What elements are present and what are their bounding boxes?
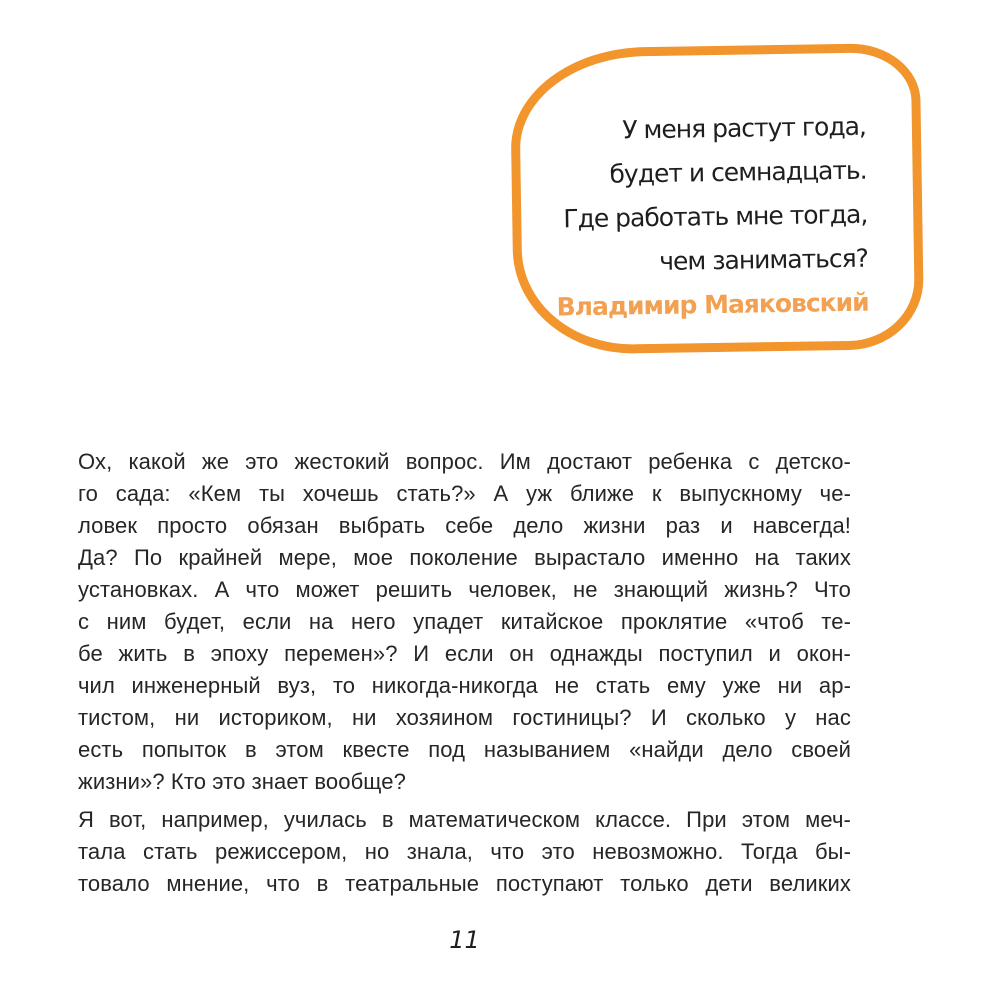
- quote-bubble: [510, 43, 925, 355]
- paragraph: [78, 446, 851, 798]
- quote-line: чем заниматься?: [659, 243, 869, 276]
- text-line: го сада: «Кем ты хочешь стать?» А уж ближе к выпускному че-: [78, 481, 851, 506]
- text-line: установках. А что может решить человек, не знающий жизнь? Что: [78, 577, 851, 602]
- paragraph: [78, 804, 851, 900]
- quote-lines: [540, 105, 869, 286]
- page-number: 11: [449, 926, 480, 954]
- text-line: бе жить в эпоху перемен»? И если он однажды поступил и окон-: [78, 641, 851, 666]
- text-line: Ох, какой же это жестокий вопрос. Им достают ребенка с детско-: [78, 449, 851, 474]
- quote-line: будет и семнадцать.: [609, 155, 867, 189]
- body-text: [78, 446, 851, 900]
- text-line: Да? По крайней мере, мое поколение вырастало именно на таких: [78, 545, 851, 570]
- text-line: товало мнение, что в театральные поступают только дети великих: [78, 871, 851, 896]
- text-line: с ним будет, если на него упадет китайское проклятие «чтоб те-: [78, 609, 851, 634]
- quote-line: Где работать мне тогда,: [563, 199, 868, 234]
- quote-line: У меня растут года,: [622, 111, 867, 145]
- text-line: тистом, ни историком, ни хозяином гостиницы? И сколько у нас: [78, 705, 851, 730]
- quote-attribution: Владимир Маяковский: [556, 287, 869, 322]
- text-line: чил инженерный вуз, то никогда-никогда не стать ему уже ни ар-: [78, 673, 851, 698]
- text-line: ловек просто обязан выбрать себе дело жизни раз и навсегда!: [78, 513, 851, 538]
- text-line: Я вот, например, училась в математическом классе. При этом меч-: [78, 807, 851, 832]
- text-line: тала стать режиссером, но знала, что это невозможно. Тогда бы-: [78, 839, 851, 864]
- quote-text: [540, 105, 869, 330]
- text-line: есть попыток в этом квесте под называнием «найди дело своей: [78, 737, 851, 762]
- text-line: жизни»? Кто это знает вообще?: [78, 769, 406, 794]
